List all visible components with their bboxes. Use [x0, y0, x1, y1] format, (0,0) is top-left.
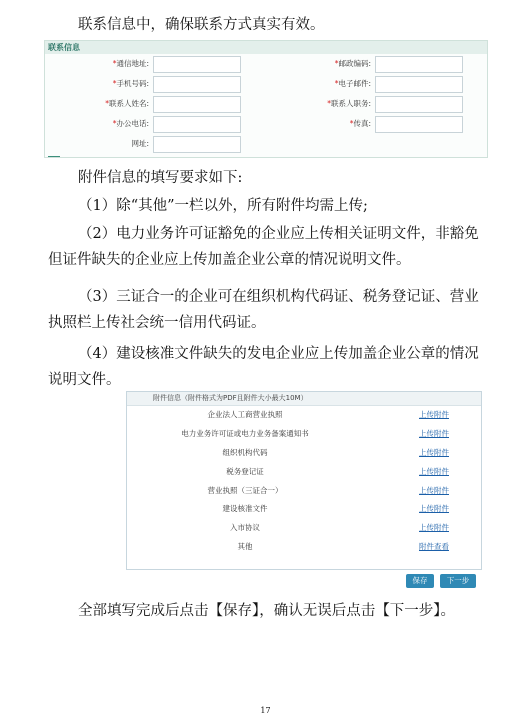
table-row	[127, 463, 481, 482]
required-mark: *	[327, 99, 331, 108]
attachment-name: 其他	[237, 542, 253, 552]
table-row	[127, 444, 481, 463]
contact-form-title: 联系信息	[45, 41, 487, 54]
contact-row	[45, 135, 487, 153]
contact-row	[45, 95, 487, 113]
attachment-name: 组织机构代码	[222, 447, 268, 457]
page-number: 17	[260, 706, 271, 715]
office-phone-label: *办公电话:	[112, 119, 149, 128]
attachment-name: 营业执照（三证合一）	[207, 485, 283, 495]
fax-input[interactable]	[375, 116, 463, 133]
upload-link[interactable]: 上传附件	[419, 523, 449, 533]
mobile-number-input[interactable]	[153, 76, 241, 93]
website-label: 网址:	[131, 139, 149, 148]
attachment-name: 入市协议	[230, 523, 260, 533]
office-phone-input[interactable]	[153, 116, 241, 133]
attachment-table	[126, 391, 482, 570]
required-mark: *	[349, 119, 354, 128]
attachment-name: 税务登记证	[226, 466, 264, 476]
fax-label: *传真:	[349, 119, 371, 128]
mobile-number-label: *手机号码:	[112, 79, 149, 88]
attachment-table-header: 附件信息（附件格式为PDF且附件大小最大10M）	[127, 392, 481, 406]
required-mark: *	[105, 99, 109, 108]
upload-link[interactable]: 上传附件	[419, 466, 449, 476]
requirement-1: （1）除“其他”一栏以外，所有附件均需上传;	[78, 198, 368, 214]
contact-name-label: *联系人姓名:	[105, 99, 149, 108]
postal-code-label: *邮政编码:	[334, 59, 371, 68]
mailing-address-label: *通信地址:	[112, 59, 149, 68]
upload-link[interactable]: 上传附件	[419, 428, 449, 438]
table-row	[127, 538, 481, 557]
upload-link[interactable]: 上传附件	[419, 504, 449, 514]
contact-title-label: *联系人职务:	[327, 99, 371, 108]
website-input[interactable]	[153, 136, 241, 153]
mailing-address-input[interactable]	[153, 56, 241, 73]
required-mark: *	[334, 59, 339, 68]
requirement-4: （4）建设核准文件缺失的发电企业应上传加盖企业公章的情况说明文件。	[48, 346, 479, 388]
table-row	[127, 425, 481, 444]
table-row	[127, 500, 481, 519]
contact-row	[45, 115, 487, 133]
required-mark: *	[334, 79, 339, 88]
view-attachment-link[interactable]: 附件查看	[419, 542, 449, 552]
final-instruction: 全部填写完成后点击【保存】，确认无误后点击【下一步】。	[78, 603, 455, 619]
required-mark: *	[112, 79, 117, 88]
contact-title-input[interactable]	[375, 96, 463, 113]
upload-link[interactable]: 上传附件	[419, 410, 449, 419]
intro-line: 联系信息中，确保联系方式真实有效。	[78, 17, 325, 33]
requirement-3: （3）三证合一的企业可在组织机构代码证、税务登记证、营业执照栏上传社会统一信用代码证。	[48, 289, 479, 331]
contact-info-form	[44, 40, 488, 158]
contact-name-input[interactable]	[153, 96, 241, 113]
contact-row	[45, 55, 487, 73]
attachment-intro: 附件信息的填写要求如下:	[78, 170, 243, 186]
contact-row	[45, 75, 487, 93]
attachment-name: 电力业务许可证或电力业务备案通知书	[181, 428, 309, 438]
email-input[interactable]	[375, 76, 463, 93]
upload-link[interactable]: 上传附件	[419, 447, 449, 457]
table-row	[127, 519, 481, 538]
section-edge-marker	[48, 156, 60, 158]
table-row	[127, 406, 481, 425]
attachment-name: 建设核准文件	[222, 504, 268, 514]
save-button[interactable]: 保存	[406, 574, 434, 588]
required-mark: *	[112, 119, 117, 128]
next-step-button[interactable]: 下一步	[440, 574, 476, 588]
postal-code-input[interactable]	[375, 56, 463, 73]
required-mark: *	[112, 59, 117, 68]
attachment-name: 企业法人工商营业执照	[207, 410, 283, 419]
requirement-2: （2）电力业务许可证豁免的企业应上传相关证明文件，非豁免但证件缺失的企业应上传加盖企业公章的情况说明文件。	[48, 226, 479, 268]
upload-link[interactable]: 上传附件	[419, 485, 449, 495]
table-row	[127, 482, 481, 501]
email-label: *电子邮件:	[334, 79, 371, 88]
